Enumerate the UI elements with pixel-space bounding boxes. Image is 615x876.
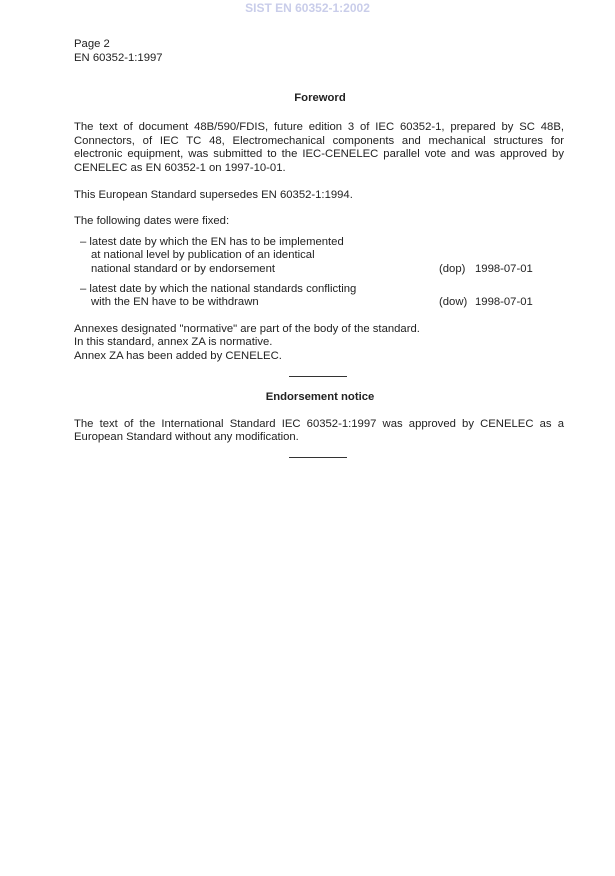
annex-line: In this standard, annex ZA is normative. xyxy=(74,336,273,348)
foreword-line: Connectors, of IEC TC 48, Electromechanical components and mechanical structures for xyxy=(74,135,564,147)
endorsement-line: European Standard without any modification. xyxy=(74,431,299,443)
dop-line: national standard or by endorsement xyxy=(91,263,276,275)
dow-line: – latest date by which the national standards conflicting xyxy=(80,283,357,295)
divider xyxy=(289,457,347,458)
dop-code: (dop) xyxy=(439,263,466,275)
foreword-line: CENELEC as EN 60352-1 on 1997-10-01. xyxy=(74,162,286,174)
foreword-title: Foreword xyxy=(294,92,346,104)
dop-line: – latest date by which the EN has to be implemented xyxy=(80,236,344,248)
supersedes-text: This European Standard supersedes EN 60352-1:1994. xyxy=(74,189,353,201)
dop-date: 1998-07-01 xyxy=(475,263,533,275)
divider xyxy=(289,376,347,377)
endorsement-title: Endorsement notice xyxy=(265,391,375,403)
dop-line: at national level by publication of an identical xyxy=(91,249,315,261)
foreword-line: The text of document 48B/590/FDIS, future edition 3 of IEC 60352-1, prepared by SC 48B, xyxy=(74,121,564,133)
dow-code: (dow) xyxy=(439,296,468,308)
endorsement-line: The text of the International Standard IEC 60352-1:1997 was approved by CENELEC as a xyxy=(74,418,564,430)
dow-line: with the EN have to be withdrawn xyxy=(91,296,259,308)
foreword-line: electronic equipment, was submitted to the IEC-CENELEC parallel vote and was approved by xyxy=(74,148,564,160)
page-number: Page 2 xyxy=(74,38,110,50)
dow-date: 1998-07-01 xyxy=(475,296,533,308)
watermark: SIST EN 60352-1:2002 xyxy=(245,1,370,15)
document-number: EN 60352-1:1997 xyxy=(74,52,163,64)
annex-line: Annex ZA has been added by CENELEC. xyxy=(74,350,282,362)
dates-intro: The following dates were fixed: xyxy=(74,215,230,227)
annex-line: Annexes designated "normative" are part of the body of the standard. xyxy=(74,323,420,335)
